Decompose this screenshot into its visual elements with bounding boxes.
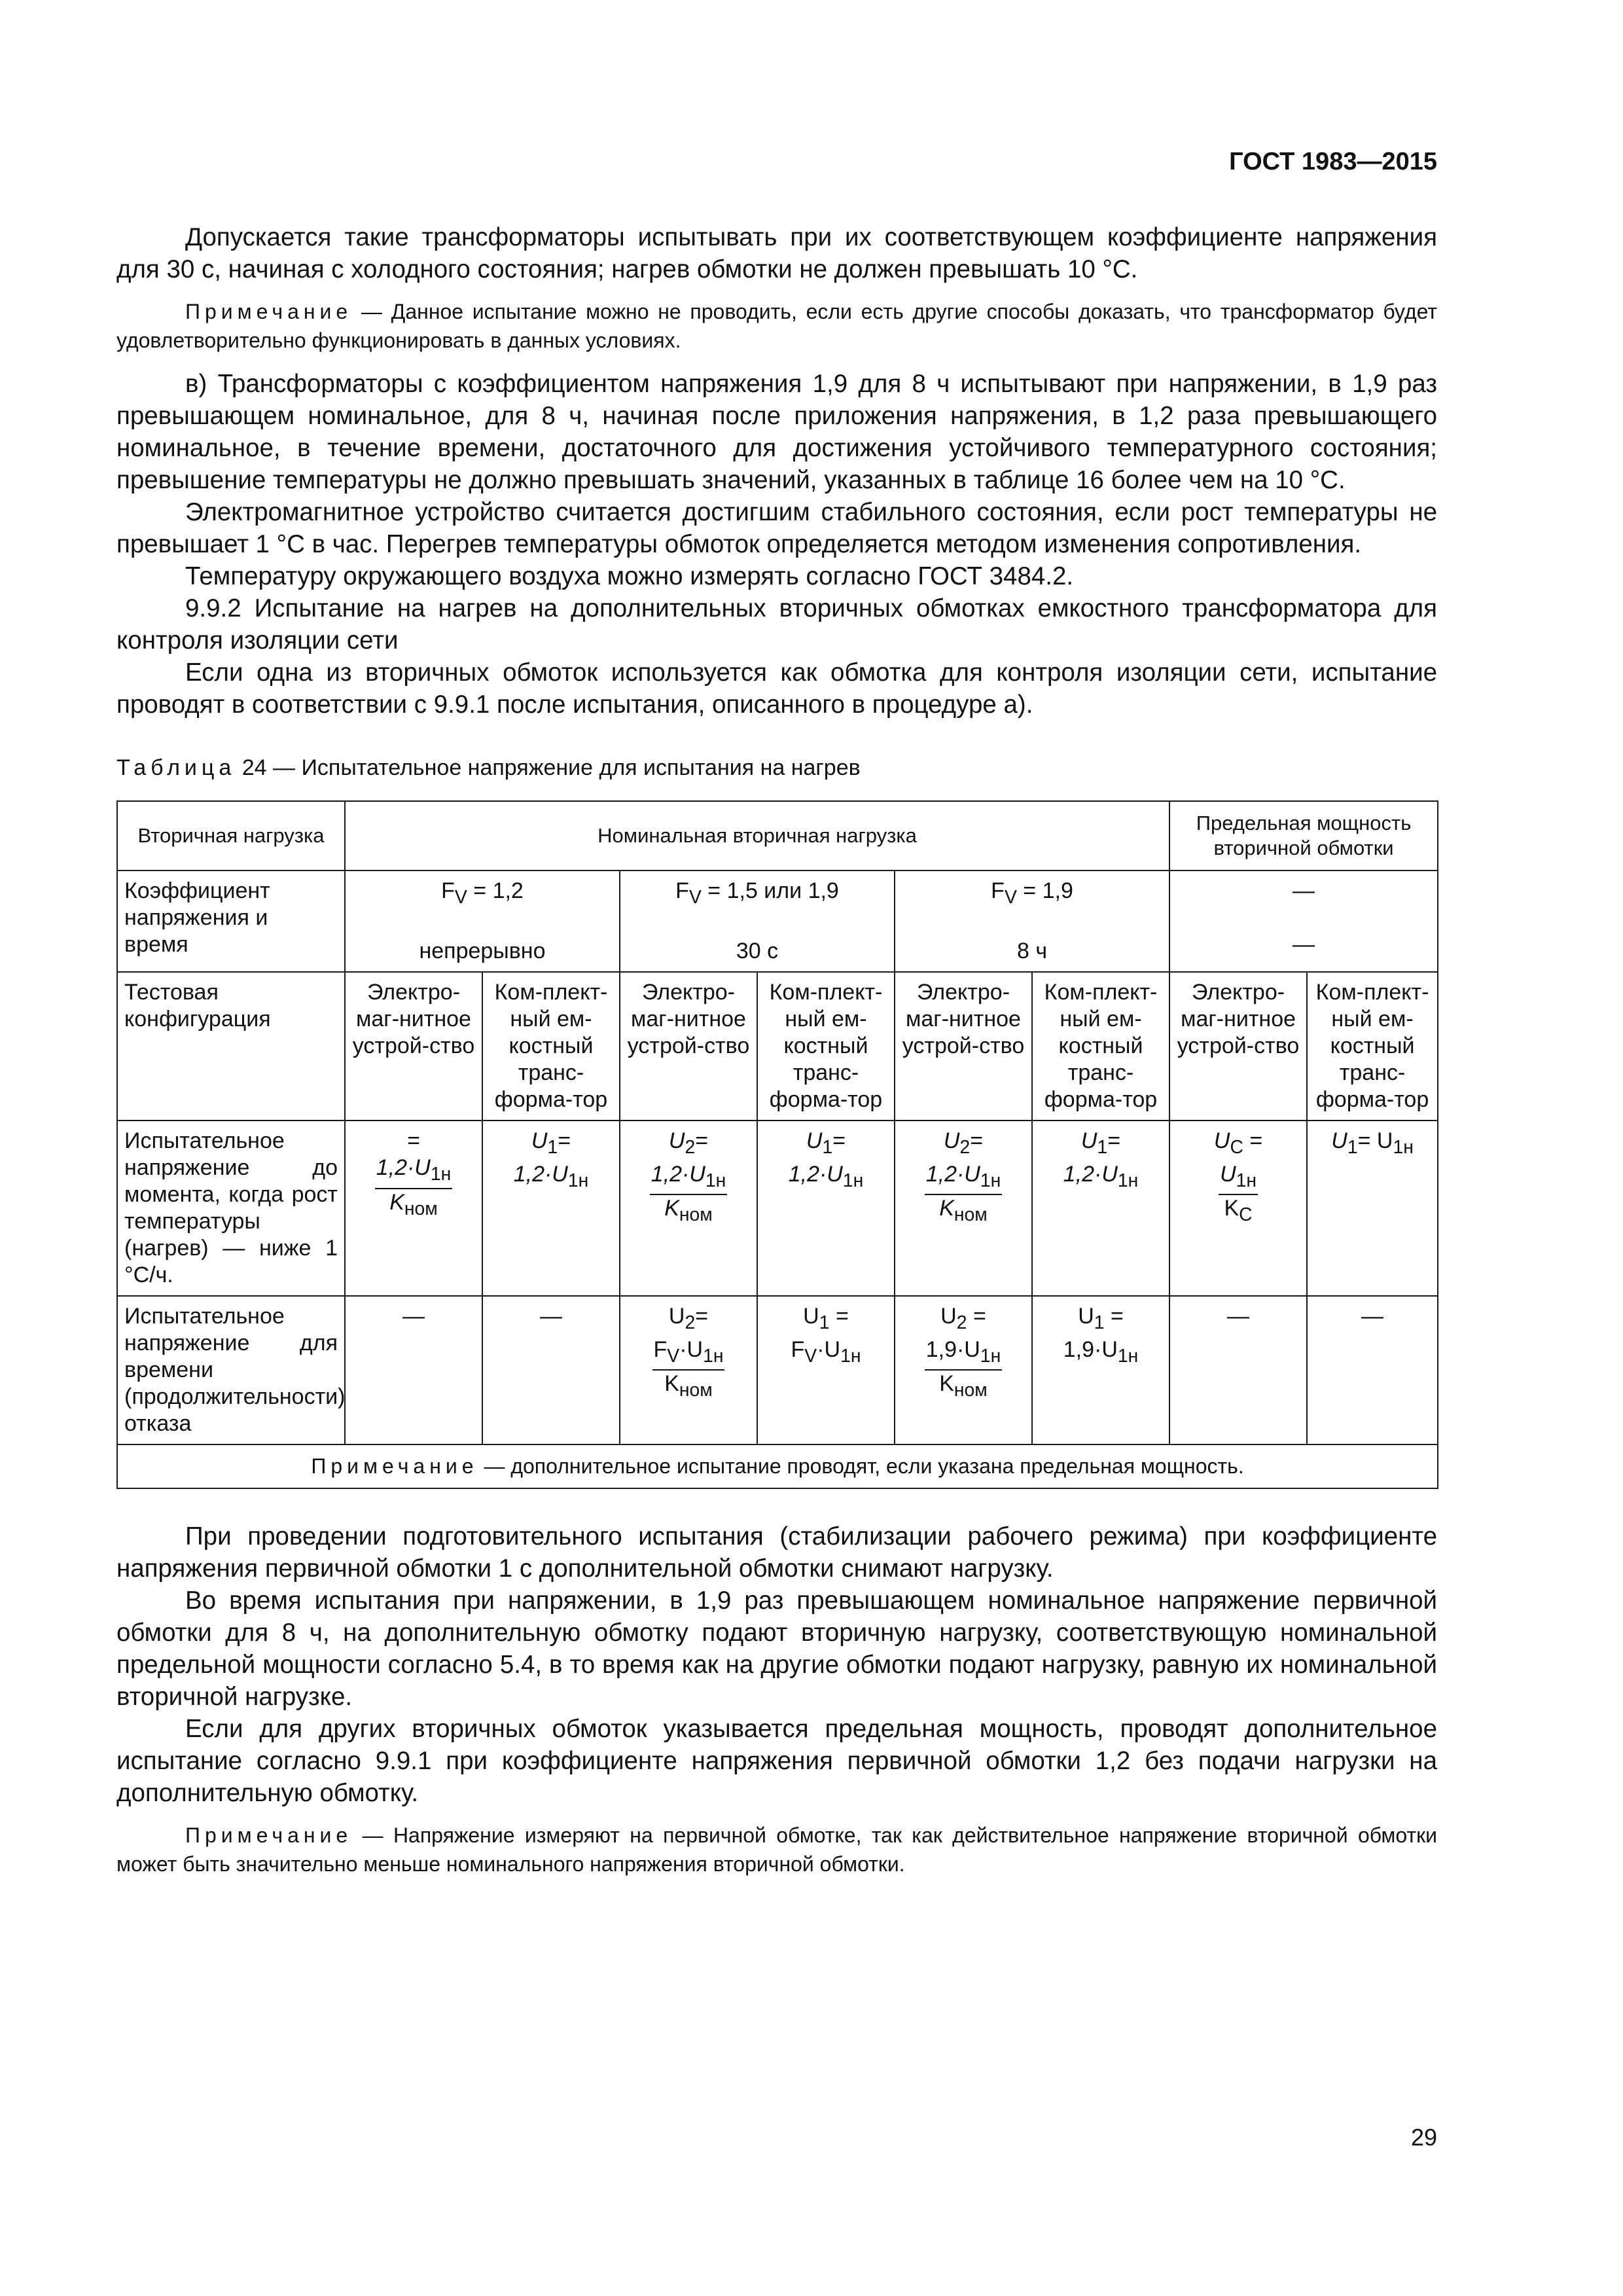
table-cell: $U_1$ = $1,9\cdot U_{1н}$ <box>1032 1296 1169 1444</box>
table-cell: $U_2=$ $\frac{1,2\cdot U_{1н}}{K_{ном}}$ <box>895 1121 1032 1296</box>
table-cell: $U_1=$ $1,2\cdot U_{1н}$ <box>482 1121 620 1296</box>
table-cell: Электро-маг-нитное устрой-ство <box>345 972 482 1121</box>
row-label: Испытательное напряжение для времени (продолжительности) отказа <box>117 1296 345 1444</box>
doc-header: ГОСТ 1983—2015 <box>1229 148 1437 175</box>
table-cell: $F_V = 1,2$ непрерывно <box>345 870 620 972</box>
table-cell: Электро-маг-нитное устрой-ство <box>1169 972 1307 1121</box>
content <box>116 221 1437 1892</box>
table-cell: $U_2=$ $\frac{1,2\cdot U_{1н}}{K_{ном}}$ <box>620 1121 757 1296</box>
table-cell: $U_1=$ $1,2\cdot U_{1н}$ <box>1032 1121 1169 1296</box>
table-row <box>117 1121 1438 1296</box>
table-cell: $U_2$ = $\frac{1,9\cdot U_{1н}}{K_{ном}}$ <box>895 1296 1032 1444</box>
table-header-row <box>117 801 1438 870</box>
table-cell: $U_C$ = $\frac{U_{1н}}{K_C}$ <box>1169 1121 1307 1296</box>
table-cell: $U_1=$ $1,2\cdot U_{1н}$ <box>757 1121 895 1296</box>
note-label: Примечание <box>185 300 353 323</box>
paragraph: 9.9.2 Испытание на нагрев на дополнительных вторичных обмотках емкостного трансформатора для контроля изоляции сети <box>116 594 1437 655</box>
table-note: Примечание — дополнительное испытание проводят, если указана предельная мощность. <box>117 1444 1438 1488</box>
paragraph: Если для других вторичных обмоток указывается предельная мощность, проводят дополнительное испытание согласно 9.9.1 при коэффициенте напряжения первичной обмотки 1,2 без подачи нагрузки на дополнительную обмотку. <box>116 1714 1437 1807</box>
table-cell: Ком-плект-ный ем-костный транс-форма-тор <box>1307 972 1438 1121</box>
header-cell: Номинальная вторичная нагрузка <box>345 801 1169 870</box>
row-label: Коэффициент напряжения и время <box>117 870 345 972</box>
row-label: Тестовая конфигурация <box>117 972 345 1121</box>
note <box>116 1821 1437 1878</box>
table-cell: $F_V = 1,5$ или 1,9 30 с <box>620 870 895 972</box>
table-cell: Электро-маг-нитное устрой-ство <box>620 972 757 1121</box>
page-number: 29 <box>1410 2124 1437 2151</box>
table-cell: Ком-плект-ный ем-костный транс-форма-тор <box>1032 972 1169 1121</box>
table-cell: — <box>482 1296 620 1444</box>
table-cell: $U_2=$ $\frac{F_V\cdot U_{1н}}{K_{ном}}$ <box>620 1296 757 1444</box>
note <box>116 297 1437 355</box>
paragraph: При проведении подготовительного испытания (стабилизации рабочего режима) при коэффициенте напряжения первичной обмотки 1 с дополнительной обмотки снимают нагрузку. <box>116 1522 1437 1583</box>
table-cell: — <box>345 1296 482 1444</box>
table-note-row <box>117 1444 1438 1488</box>
paragraph: в) Трансформаторы с коэффициентом напряжения 1,9 для 8 ч испытывают при напряжении, в 1,9 раз превышающем номинальное, для 8 ч, начиная после приложения напряжения, в 1,2 раза превышающего номинальное, в течение времени, достаточного для достижения устойчивого температурного состояния; превышение температуры не должно превышать значений, указанных в таблице 16 более чем на 10 °С. <box>116 370 1437 494</box>
table-cell: Электро-маг-нитное устрой-ство <box>895 972 1032 1121</box>
paragraph: Температуру окружающего воздуха можно измерять согласно ГОСТ 3484.2. <box>185 562 1074 590</box>
table-cell: $U_1$ = $F_V\cdot U_{1н}$ <box>757 1296 895 1444</box>
table-cell: = $\frac{1,2\cdot U_{1н}}{K_{ном}}$ <box>345 1121 482 1296</box>
table-cell: Ком-плект-ный ем-костный транс-форма-тор <box>757 972 895 1121</box>
table-caption: Таблица 24 — Испытательное напряжение для испытания на нагрев <box>116 755 861 780</box>
table-cell: — <box>1307 1296 1438 1444</box>
test-voltage-table <box>116 800 1438 1489</box>
table-cell: $U_1= U_{1н}$ <box>1307 1121 1438 1296</box>
table-cell: $F_V = 1,9$ 8 ч <box>895 870 1169 972</box>
note-text: — Данное испытание можно не проводить, если есть другие способы доказать, что трансформатор будет удовлетворительно функционировать в данных условиях. <box>116 300 1437 352</box>
table-cell: Ком-плект-ный ем-костный транс-форма-тор <box>482 972 620 1121</box>
table-cell: — <box>1169 1296 1307 1444</box>
paragraph: Во время испытания при напряжении, в 1,9 раз превышающем номинальное напряжение первичной обмотки для 8 ч, на дополнительную обмотку подают вторичную нагрузку, соответствующую номинальной предельной мощности согласно 5.4, в то время как на другие обмотки подают нагрузку, равную их номинальной вторичной нагрузке. <box>116 1586 1437 1711</box>
header-cell: Вторичная нагрузка <box>117 801 345 870</box>
paragraph: Допускается такие трансформаторы испытывать при их соответствующем коэффициенте напряжения для 30 с, начиная с холодного состояния; нагрев обмотки не должен превышать 10 °С. <box>116 223 1437 283</box>
table-row <box>117 870 1438 972</box>
table-row <box>117 1296 1438 1444</box>
note-text: — Напряжение измеряют на первичной обмотке, так как действительное напряжение вторичной обмотки может быть значительно меньше номинального напряжения вторичной обмотки. <box>116 1823 1437 1876</box>
row-label: Испытательное напряжение до момента, когда рост температуры (нагрев) — ниже 1 °С/ч. <box>117 1121 345 1296</box>
table-row <box>117 972 1438 1121</box>
paragraph: Если одна из вторичных обмоток используется как обмотка для контроля изоляции сети, испытание проводят в соответствии с 9.9.1 после испытания, описанного в процедуре а). <box>116 658 1437 719</box>
table-cell: — — <box>1169 870 1438 972</box>
paragraph: Электромагнитное устройство считается достигшим стабильного состояния, если рост температуры не превышает 1 °С в час. Перегрев температуры обмоток определяется методом изменения сопротивления. <box>116 498 1437 558</box>
note-label: Примечание <box>185 1823 353 1847</box>
header-cell: Предельная мощность вторичной обмотки <box>1169 801 1438 870</box>
